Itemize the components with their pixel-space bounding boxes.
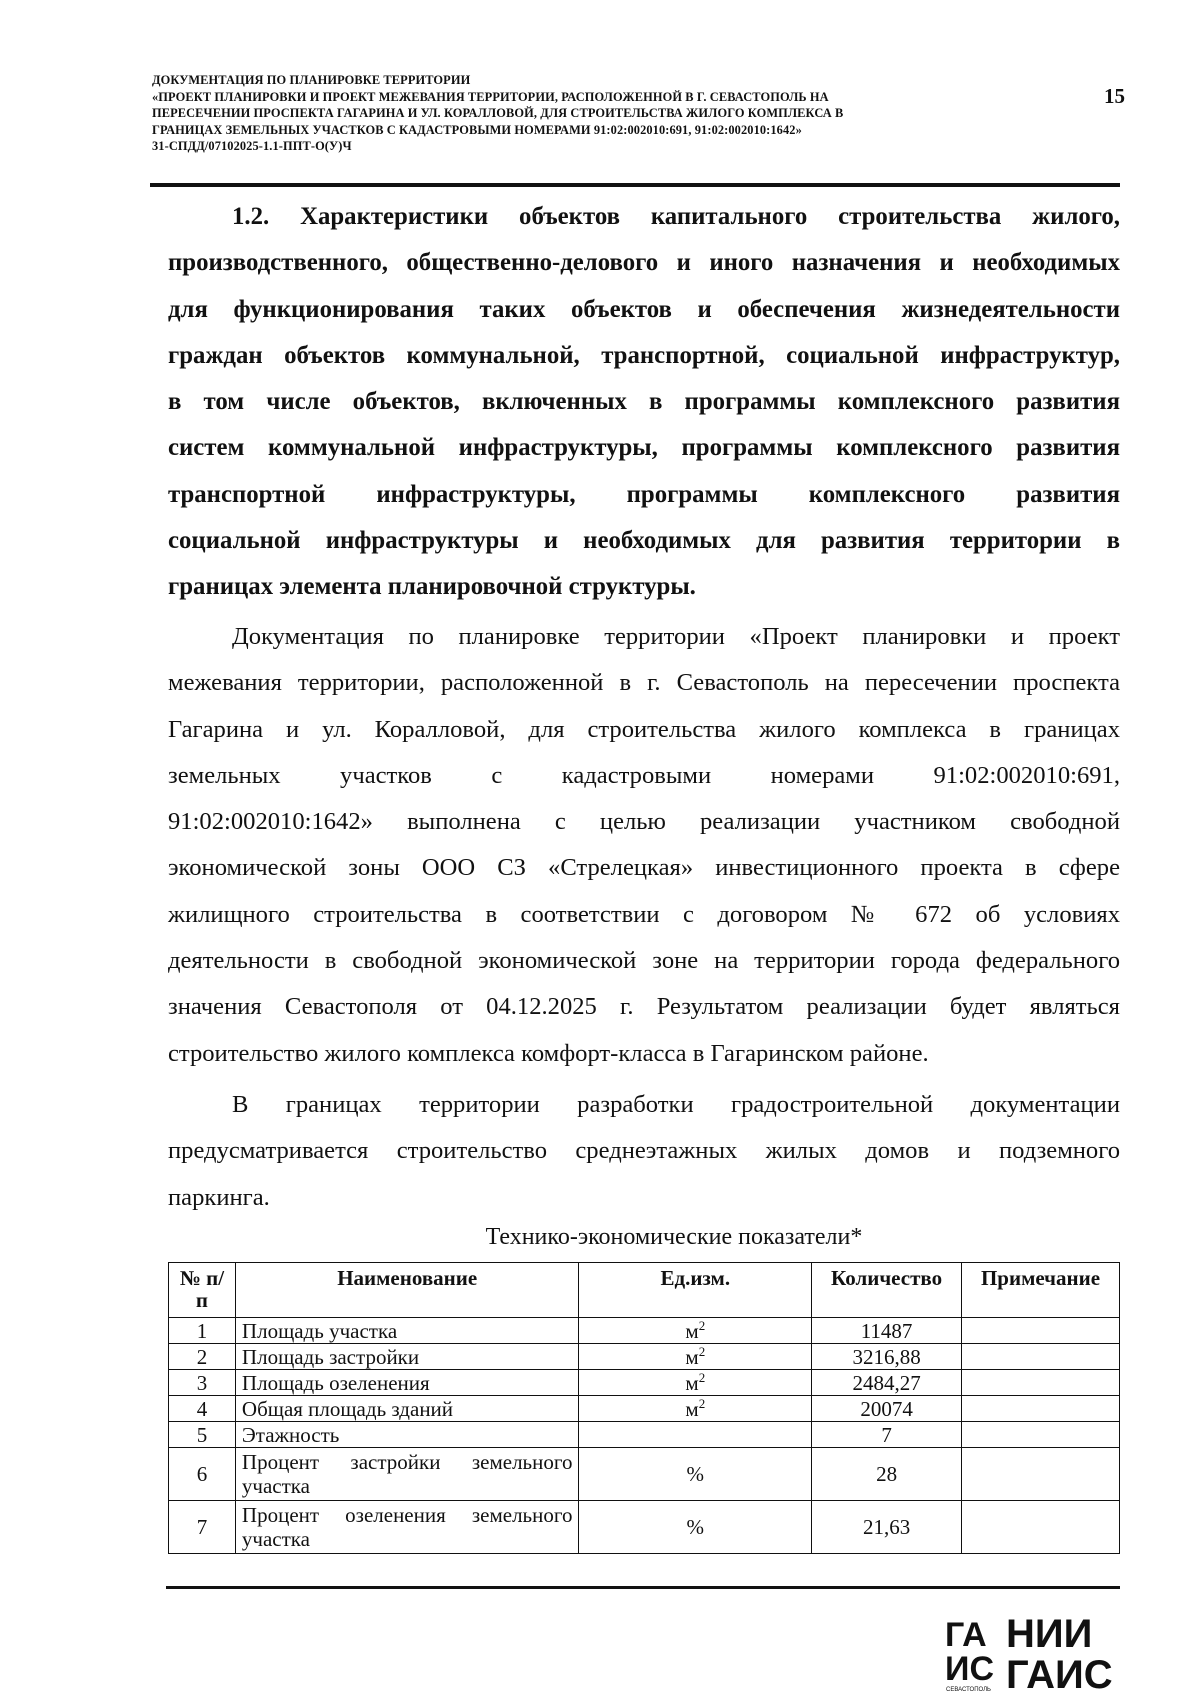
paragraph-line: 91:02:002010:1642» выполнена с целью реализации участником свободной [168,808,1120,836]
heading-line: социальной инфраструктуры и необходимых для развития территории в [168,527,1120,555]
column-header: Примечание [962,1263,1120,1318]
cell-unit [579,1422,812,1448]
paragraph-line: земельных участков с кадастровыми номерами 91:02:002010:691, [168,761,1120,789]
header-line: ГРАНИЦАХ ЗЕМЕЛЬНЫХ УЧАСТКОВ С КАДАСТРОВЫМИ НОМЕРАМИ 91:02:002010:691, 91:02:002010:1642» [152,122,802,137]
cell-qty: 7 [812,1422,962,1448]
logo-text-top: НИИ [1006,1612,1093,1656]
paragraph-line: межевания территории, расположенной в г. Севастополь на пересечении проспекта [168,669,1120,697]
paragraph-line: Документация по планировке территории «Проект планировки и проект [232,623,1120,650]
cell-unit: % [579,1448,812,1501]
indicators-table [168,1262,1120,1554]
cell-note [962,1396,1120,1422]
heading-line: систем коммунальной инфраструктуры, программы комплексного развития [168,434,1120,462]
column-header: № п/п [169,1263,236,1318]
cell-num: 5 [169,1422,236,1448]
column-header: Ед.изм. [579,1263,812,1318]
cell-note [962,1422,1120,1448]
cell-name: Общая площадь зданий [235,1396,579,1422]
header-divider [150,183,1120,187]
cell-note [962,1370,1120,1396]
section-heading [168,194,1120,611]
cell-name: Площадь застройки [235,1344,579,1370]
cell-name: Площадь озеленения [235,1370,579,1396]
table-row [169,1318,1120,1344]
cell-qty: 2484,27 [812,1370,962,1396]
cell-num: 1 [169,1318,236,1344]
cell-qty: 28 [812,1448,962,1501]
cell-num: 6 [169,1448,236,1501]
heading-line: границах элемента планировочной структуры. [168,573,696,601]
cell-note [962,1344,1120,1370]
table-title: Технико-экономические показатели* [485,1224,863,1250]
table-row [169,1344,1120,1370]
paragraph-line: предусматривается строительство среднеэтажных жилых домов и подземного [168,1137,1120,1165]
header-line: ПЕРЕСЕЧЕНИИ ПРОСПЕКТА ГАГАРИНА И УЛ. КОРАЛЛОВОЙ, ДЛЯ СТРОИТЕЛЬСТВА ЖИЛОГО КОМПЛЕКСА В [152,106,844,121]
cell-name: Процент озеленения земельного участка [235,1501,579,1554]
table-row [169,1370,1120,1396]
logo-mark-top: ГА [945,1616,987,1654]
cell-num: 2 [169,1344,236,1370]
paragraph-line: строительство жилого комплекса комфорт-класса в Гагаринском районе. [168,1039,929,1067]
logo-text-bottom: ГАИС [1006,1653,1113,1696]
table-header-row [169,1263,1120,1318]
cell-note [962,1501,1120,1554]
cell-qty: 11487 [812,1318,962,1344]
cell-note [962,1448,1120,1501]
cell-name: Процент застройки земельного участка [235,1448,579,1501]
cell-unit: $м^2$ [579,1344,812,1370]
paragraph-2 [168,1082,1120,1221]
cell-num: 3 [169,1370,236,1396]
footer-divider [166,1586,1120,1589]
column-header: Количество [812,1263,962,1318]
header-line: ДОКУМЕНТАЦИЯ ПО ПЛАНИРОВКЕ ТЕРРИТОРИИ [152,73,471,87]
cell-unit: $м^2$ [579,1370,812,1396]
cell-qty: 21,63 [812,1501,962,1554]
paragraph-line: жилищного строительства в соответствии с договором № 672 об условиях [168,900,1120,928]
paragraph-line: значения Севастополя от 04.12.2025 г. Результатом реализации будет являться [168,993,1120,1021]
column-header: Наименование [235,1263,579,1318]
cell-num: 4 [169,1396,236,1422]
table-row [169,1501,1120,1554]
page-number: 15 [1104,84,1125,108]
paragraph-line: экономической зоны ООО СЗ «Стрелецкая» инвестиционного проекта в сфере [168,854,1120,882]
table-row [169,1448,1120,1501]
cell-note [962,1318,1120,1344]
heading-line: транспортной инфраструктуры, программы комплексного развития [168,480,1120,508]
table-row [169,1422,1120,1448]
cell-name: Этажность [235,1422,579,1448]
paragraph-line: паркинга. [168,1183,270,1211]
cell-unit: $м^2$ [579,1318,812,1344]
heading-line: в том числе объектов, включенных в программы комплексного развития [168,388,1120,416]
paragraph-line: В границах территории разработки градостроительной документации [232,1091,1120,1118]
heading-line: 1.2. Характеристики объектов капитального строительства жилого, [232,203,1120,230]
paragraph-line: деятельности в свободной экономической зоне на территории города федерального [168,947,1120,975]
header-line: «ПРОЕКТ ПЛАНИРОВКИ И ПРОЕКТ МЕЖЕВАНИЯ ТЕРРИТОРИИ, РАСПОЛОЖЕННОЙ В Г. СЕВАСТОПОЛЬ НА [152,89,829,104]
cell-num: 7 [169,1501,236,1554]
heading-line: производственного, общественно-делового и иного назначения и необходимых [168,249,1120,277]
heading-line: граждан объектов коммунальной, транспортной, социальной инфраструктур, [168,341,1120,369]
logo-mark-caption: СЕВАСТОПОЛЬ [946,1687,991,1693]
paragraph-1 [168,614,1120,1077]
cell-qty: 20074 [812,1396,962,1422]
heading-line: для функционирования таких объектов и обеспечения жизнедеятельности [168,295,1120,323]
paragraph-line: Гагарина и ул. Коралловой, для строительства жилого комплекса в границах [168,715,1120,743]
cell-unit: $м^2$ [579,1396,812,1422]
nii-gais-logo [944,1612,1124,1696]
cell-unit: % [579,1501,812,1554]
document-header [152,72,1082,155]
logo-mark-bottom: ИС [945,1650,994,1688]
cell-name: Площадь участка [235,1318,579,1344]
cell-qty: 3216,88 [812,1344,962,1370]
table-row [169,1396,1120,1422]
header-code: 31-СПДД/07102025-1.1-ППТ-О(У)Ч [152,139,352,154]
